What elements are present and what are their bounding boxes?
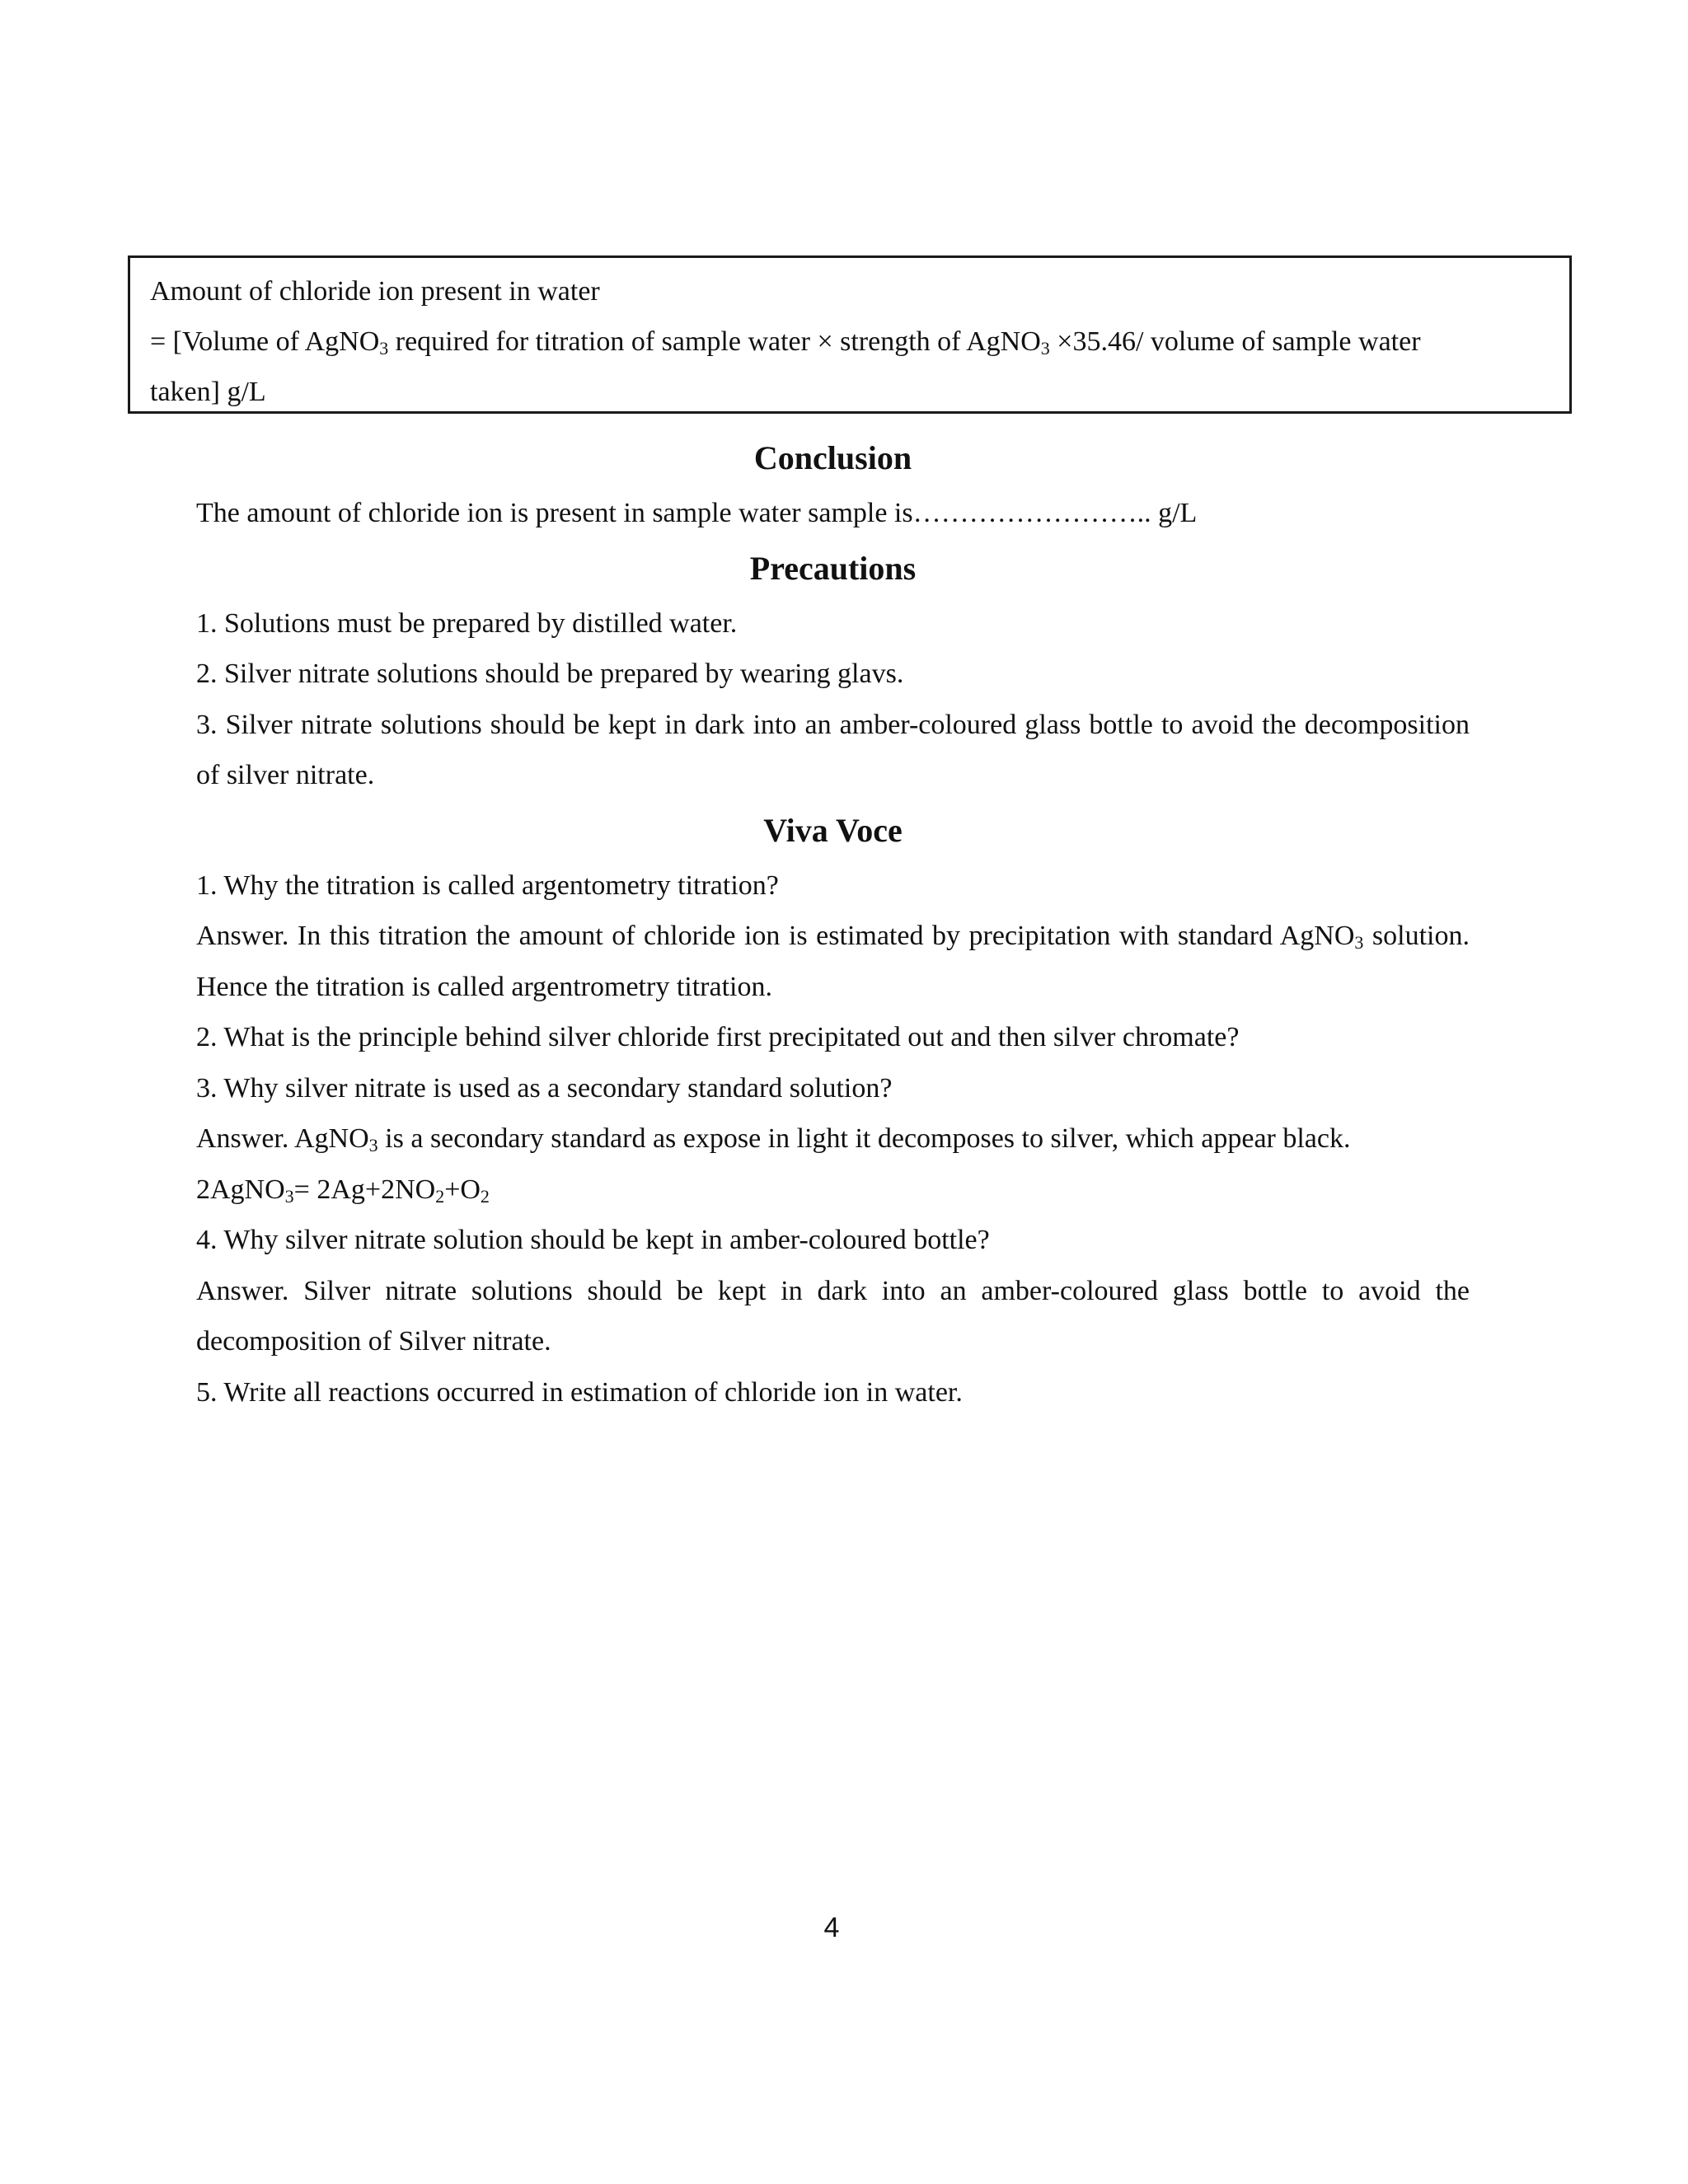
answer: [196, 1113, 1470, 1165]
formula-units: taken] g/L: [150, 377, 266, 407]
precautions-heading: Precautions: [749, 549, 917, 587]
formula-text: ×35.46/ volume of sample water: [1049, 326, 1421, 357]
formula-box: [128, 255, 1572, 414]
main-content: [196, 429, 1470, 1418]
question: 5. Write all reactions occurred in estimation of chloride ion in water.: [196, 1376, 963, 1408]
equation-subscript: 2: [435, 1185, 445, 1207]
viva-voce-heading: Viva Voce: [763, 811, 903, 849]
formula-subscript: 3: [379, 338, 389, 359]
question: 1. Why the titration is called argentometry titration?: [196, 869, 779, 901]
equation-subscript: 2: [480, 1185, 490, 1207]
formula-subscript: 3: [1040, 338, 1050, 359]
formula-title: Amount of chloride ion present in water: [150, 276, 600, 307]
chemical-equation: [196, 1165, 1470, 1216]
answer-text: solution. Hence the titration is called argentrometry titration.: [196, 921, 1470, 1002]
precautions-section: [196, 539, 1470, 801]
precaution-item: 3. Silver nitrate solutions should be kept in dark into an amber-coloured glass bottle to avoid the decomposition of silver nitrate.: [196, 709, 1470, 790]
formula-expression: [150, 316, 1550, 367]
answer: Answer. Silver nitrate solutions should be kept in dark into an amber-coloured glass bottle to avoid the decomposition of Silver nitrate.: [196, 1275, 1470, 1357]
answer-subscript: 3: [1354, 932, 1364, 953]
precaution-item: 1. Solutions must be prepared by distilled water.: [196, 607, 738, 639]
equation-text: +O: [444, 1174, 481, 1205]
conclusion-text: The amount of chloride ion is present in sample water sample is…………………….. g/L: [196, 498, 1198, 528]
answer: [196, 911, 1470, 1012]
answer-subscript: 3: [368, 1135, 378, 1155]
equation-text: = 2Ag+2NO: [293, 1174, 436, 1205]
viva-voce-section: [196, 801, 1470, 1418]
answer-text: Answer. AgNO: [196, 1123, 369, 1154]
answer-text: is a secondary standard as expose in light it decomposes to silver, which appear black.: [377, 1123, 1351, 1154]
answer-text: Answer. In this titration the amount of chloride ion is estimated by precipitation with standard AgNO: [196, 921, 1355, 951]
formula-text: = [Volume of AgNO: [150, 326, 380, 357]
question: 4. Why silver nitrate solution should be kept in amber-coloured bottle?: [196, 1225, 990, 1255]
equation-subscript: 3: [284, 1185, 294, 1207]
conclusion-section: [196, 429, 1470, 539]
formula-text: required for titration of sample water × strength of AgNO: [388, 326, 1041, 357]
question: 2. What is the principle behind silver chloride first precipitated out and then silver chromate?: [196, 1022, 1240, 1052]
conclusion-heading: Conclusion: [753, 439, 912, 476]
page-number: 4: [823, 1912, 840, 1943]
equation-text: 2AgNO: [196, 1174, 285, 1205]
question: 3. Why silver nitrate is used as a secondary standard solution?: [196, 1072, 893, 1104]
precaution-item: 2. Silver nitrate solutions should be prepared by wearing glavs.: [196, 658, 904, 689]
